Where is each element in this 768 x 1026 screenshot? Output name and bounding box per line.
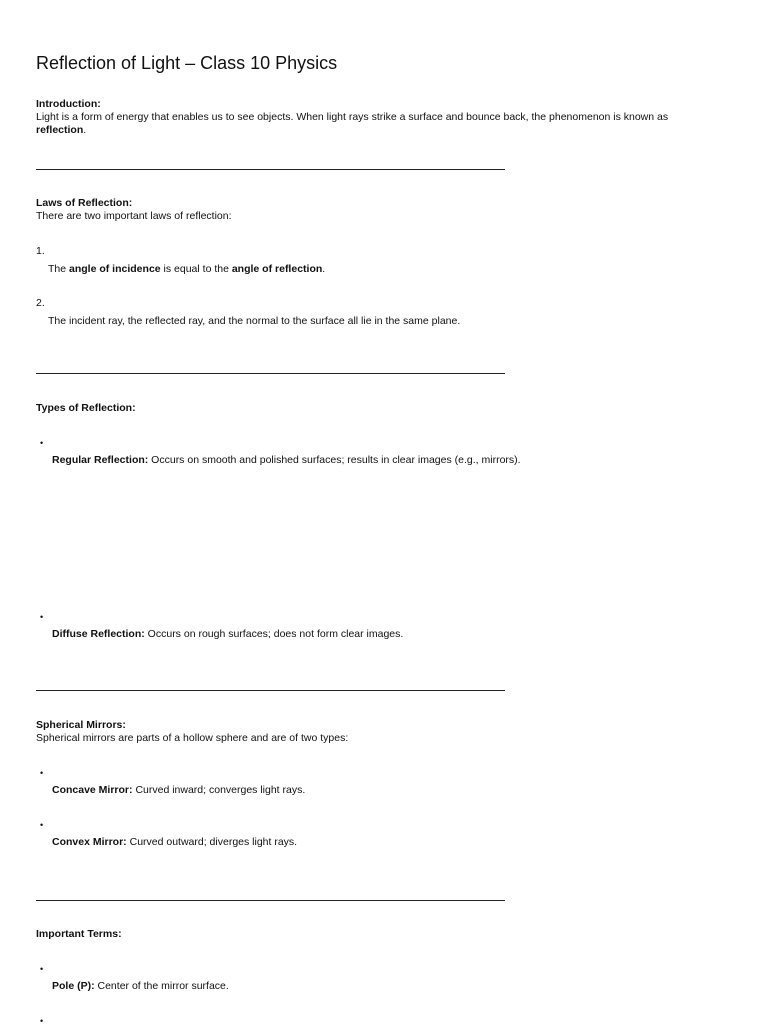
law-text: . bbox=[322, 263, 326, 275]
bullet: • bbox=[40, 964, 44, 974]
list-item bbox=[52, 836, 297, 849]
list-item-term: Concave Mirror: bbox=[52, 784, 133, 796]
laws-heading: Laws of Reflection: bbox=[36, 197, 133, 209]
law-number: 1. bbox=[36, 245, 45, 257]
bullet: • bbox=[40, 612, 44, 622]
mirrors-heading: Spherical Mirrors: bbox=[36, 719, 126, 731]
list-item-text: Curved outward; diverges light rays. bbox=[126, 836, 298, 848]
law-number: 2. bbox=[36, 297, 45, 309]
intro-heading: Introduction: bbox=[36, 98, 101, 110]
list-item-term: Pole (P): bbox=[52, 980, 95, 992]
bullet: • bbox=[40, 1016, 44, 1026]
laws-subtext: There are two important laws of reflection: bbox=[36, 210, 232, 222]
divider bbox=[36, 900, 505, 901]
bullet: • bbox=[40, 820, 44, 830]
intro-text: Light is a form of energy that enables us to see objects. When light rays strike a surface and bounce back, the phenomenon is known as bbox=[36, 111, 669, 123]
law-text: The bbox=[48, 263, 70, 275]
list-item-text: Center of the mirror surface. bbox=[94, 980, 229, 992]
list-item bbox=[52, 628, 403, 641]
bullet: • bbox=[40, 768, 44, 778]
angle-of-incidence-term: angle of incidence bbox=[69, 263, 161, 275]
list-item-text: Curved inward; converges light rays. bbox=[132, 784, 306, 796]
bullet: • bbox=[40, 438, 44, 448]
intro-period: . bbox=[83, 124, 87, 136]
divider bbox=[36, 169, 505, 170]
divider bbox=[36, 690, 505, 691]
intro-text-continued bbox=[36, 124, 86, 137]
reflection-term: reflection bbox=[36, 124, 84, 136]
list-item-term: Convex Mirror: bbox=[52, 836, 127, 848]
divider bbox=[36, 373, 505, 374]
mirrors-subtext: Spherical mirrors are parts of a hollow sphere and are of two types: bbox=[36, 732, 349, 744]
page-title: Reflection of Light – Class 10 Physics bbox=[36, 53, 338, 73]
list-item bbox=[52, 454, 521, 467]
terms-heading: Important Terms: bbox=[36, 928, 122, 940]
list-item-term: Regular Reflection: bbox=[52, 454, 149, 466]
list-item-term: Diffuse Reflection: bbox=[52, 628, 145, 640]
law-item bbox=[48, 263, 325, 276]
list-item-text: Occurs on smooth and polished surfaces; results in clear images (e.g., mirrors). bbox=[148, 454, 521, 466]
list-item bbox=[52, 980, 229, 993]
types-heading: Types of Reflection: bbox=[36, 402, 136, 414]
list-item-text: Occurs on rough surfaces; does not form clear images. bbox=[144, 628, 404, 640]
law-text: is equal to the bbox=[160, 263, 232, 275]
angle-of-reflection-term: angle of reflection bbox=[231, 263, 323, 275]
law-item: The incident ray, the reflected ray, and the normal to the surface all lie in the same plane. bbox=[48, 315, 461, 327]
list-item bbox=[52, 784, 305, 797]
